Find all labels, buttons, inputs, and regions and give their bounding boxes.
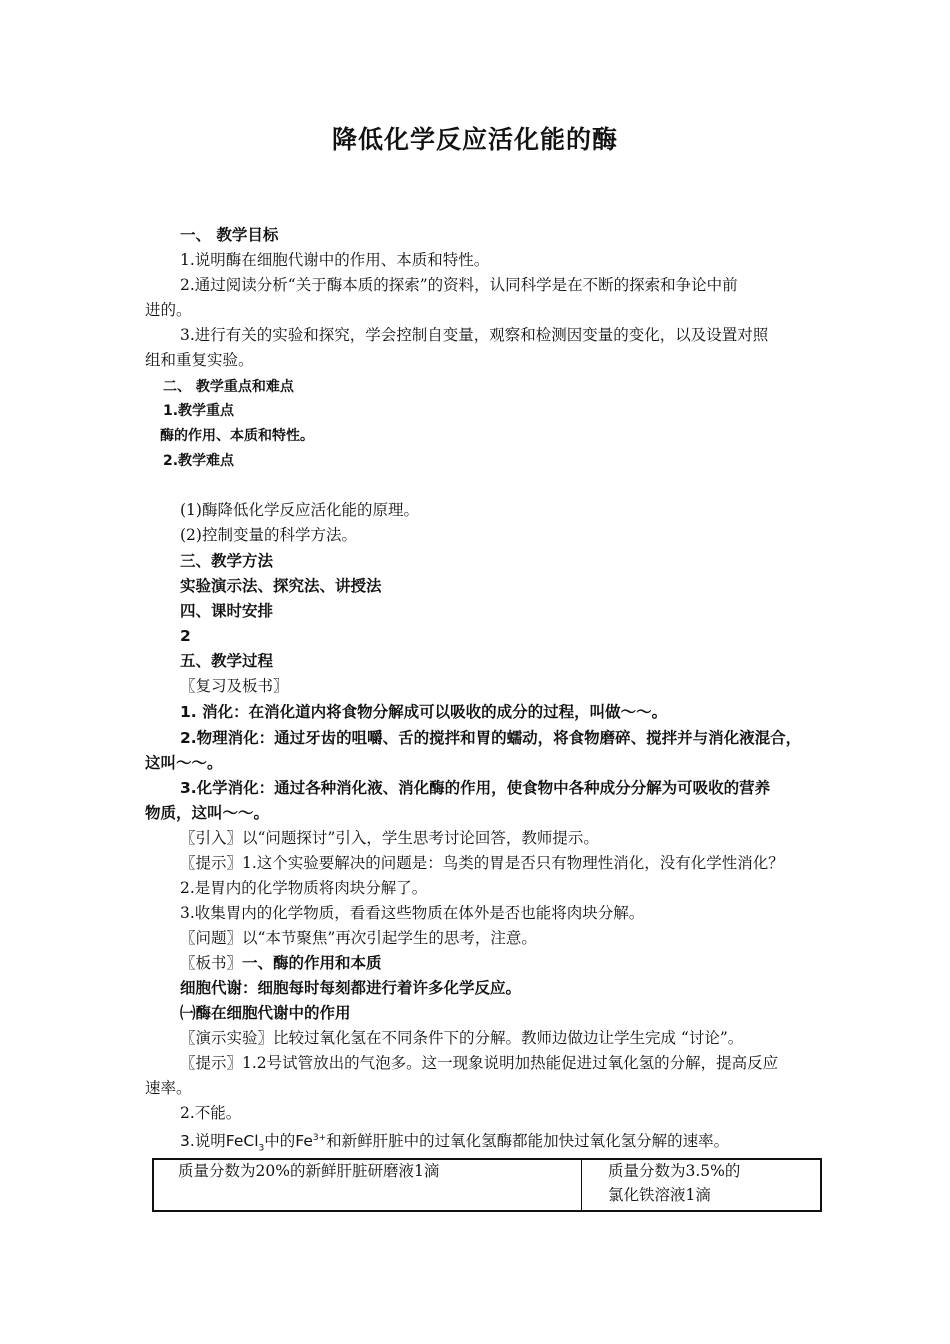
key-point-label: 1.教学重点 <box>163 403 235 419</box>
hint-b3 <box>180 1128 729 1158</box>
methods-text: 实验演示法、探究法、讲授法 <box>180 577 382 595</box>
hint-b1-line2: 速率。 <box>145 1079 192 1097</box>
process-item-1: 1. 消化：在消化道内将食物分解成可以吸收的成分的过程，叫做～～。 <box>180 703 668 721</box>
section-heading-process: 五、教学过程 <box>180 652 274 670</box>
section-heading-schedule: 四、课时安排 <box>180 602 274 620</box>
goal-item-3-line2: 组和重复实验。 <box>145 351 254 369</box>
difficulty-label: 2.教学难点 <box>163 453 235 469</box>
goal-item-2-line2: 进的。 <box>145 301 192 319</box>
table-cell-liver <box>154 1160 582 1210</box>
table-cell-ferric-line2: 氯化铁溶液1滴 <box>608 1186 711 1204</box>
table-cell-liver-text: 质量分数为20%的新鲜肝脏研磨液1滴 <box>178 1162 440 1180</box>
hint-b3-post: 和新鲜肝脏中的过氧化氢酶都能加快过氧化氢分解的速率。 <box>326 1132 730 1151</box>
hint-b3-pre: 3.说明FeCl <box>180 1132 259 1151</box>
board-tag: 〖板书〗 <box>180 954 243 972</box>
review-tag: 〖复习及板书〗 <box>180 677 289 695</box>
board-heading: 一、酶的作用和本质 <box>242 954 382 972</box>
section-heading-goals: 一、 教学目标 <box>180 226 279 244</box>
table-cell-ferric-line1: 质量分数为3.5%的 <box>608 1162 741 1180</box>
intro-text: 〖引入〗以“问题探讨”引入，学生思考讨论回答，教师提示。 <box>180 829 599 847</box>
section-heading-methods: 三、教学方法 <box>180 552 274 570</box>
process-item-3-line1: 3.化学消化：通过各种消化液、消化酶的作用，使食物中各种成分分解为可吸收的营养 <box>180 779 771 797</box>
schedule-text: 2 <box>180 627 191 645</box>
board-line <box>180 953 382 973</box>
demo-text: 〖演示实验〗比较过氧化氢在不同条件下的分解。教师边做边让学生完成 “讨论”。 <box>180 1029 744 1047</box>
hint-b3-mid: 中的Fe <box>264 1132 313 1151</box>
goal-item-2-line1: 2.通过阅读分析“关于酶本质的探索”的资料，认同科学是在不断的探索和争论中前 <box>180 276 738 294</box>
table-cell-ferric <box>582 1160 820 1210</box>
hint-b3-superscript: 3+ <box>312 1133 327 1143</box>
process-item-2-line1: 2.物理消化：通过牙齿的咀嚼、舌的搅拌和胃的蠕动，将食物磨碎、搅拌并与消化液混合， <box>180 729 802 747</box>
hint-2: 2.是胃内的化学物质将肉块分解了。 <box>180 879 428 897</box>
hint-3: 3.收集胃内的化学物质，看看这些物质在体外是否也能将肉块分解。 <box>180 904 645 922</box>
hint-1: 〖提示〗1.这个实验要解决的问题是：鸟类的胃是否只有物理性消化，没有化学性消化？ <box>180 854 784 872</box>
difficulty-item-2: (2)控制变量的科学方法。 <box>180 526 357 544</box>
question-text: 〖问题〗以“本节聚焦”再次引起学生的思考，注意。 <box>180 929 537 947</box>
page-title: 降低化学反应活化能的酶 <box>331 125 618 154</box>
hint-b1-line1: 〖提示〗1.2号试管放出的气泡多。这一现象说明加热能促进过氧化氢的分解，提高反应 <box>180 1054 779 1072</box>
key-point-text: 酶的作用、本质和特性。 <box>160 428 314 444</box>
goal-item-3-line1: 3.进行有关的实验和探究，学会控制自变量，观察和检测因变量的变化，以及设置对照 <box>180 326 769 344</box>
subsection-heading-1: ㈠酶在细胞代谢中的作用 <box>180 1004 351 1022</box>
process-item-3-line2: 物质，这叫～～。 <box>145 804 270 822</box>
reagent-table <box>152 1158 822 1212</box>
hint-b2: 2.不能。 <box>180 1104 242 1122</box>
hint-b3-subscript: 3 <box>258 1143 265 1154</box>
section-heading-key-points: 二、 教学重点和难点 <box>163 379 294 395</box>
metabolism-text: 细胞代谢：细胞每时每刻都进行着许多化学反应。 <box>180 979 522 997</box>
difficulty-item-1: (1)酶降低化学反应活化能的原理。 <box>180 501 419 519</box>
process-item-2-line2: 这叫～～。 <box>145 754 223 772</box>
goal-item-1: 1.说明酶在细胞代谢中的作用、本质和特性。 <box>180 251 490 269</box>
